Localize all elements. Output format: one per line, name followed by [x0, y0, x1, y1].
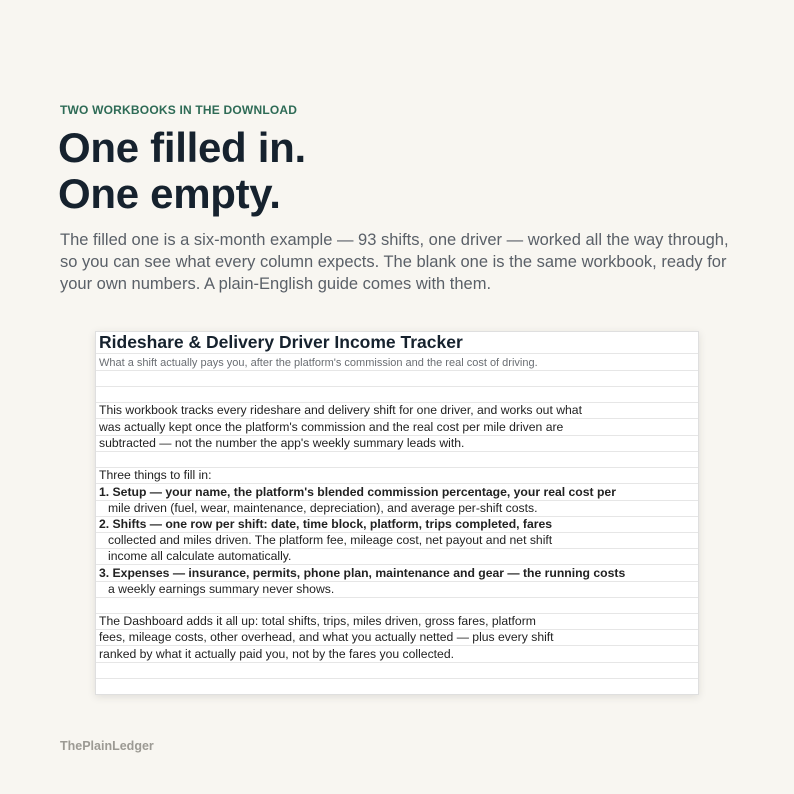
sheet-row: income all calculate automatically. [96, 549, 698, 565]
sheet-row: mile driven (fuel, wear, maintenance, depreciation), and average per-shift costs. [96, 501, 698, 517]
sheet-row: collected and miles driven. The platform fee, mileage cost, net payout and net shift [96, 533, 698, 549]
sheet-row: subtracted — not the number the app's weekly summary leads with. [96, 436, 698, 452]
sheet-row [96, 371, 698, 387]
sheet-row: ranked by what it actually paid you, not by the fares you collected. [96, 646, 698, 663]
intro-paragraph: The filled one is a six-month example — 93 shifts, one driver — worked all the way through, so you can see what every column expects. The blank one is the same workbook, ready for your own numbers. A plain-English guide comes with them. [60, 231, 729, 293]
sheet-row: 1. Setup — your name, the platform's blended commission percentage, your real cost per [96, 484, 698, 501]
sheet-row [96, 387, 698, 403]
sheet-row [96, 679, 698, 695]
sheet-row: The Dashboard adds it all up: total shifts, trips, miles driven, gross fares, platform [96, 614, 698, 630]
headline-line-1: One filled in. [58, 124, 306, 171]
sheet-row: fees, mileage costs, other overhead, and what you actually netted — plus every shift [96, 630, 698, 646]
spreadsheet-preview [95, 331, 699, 695]
sheet-subtitle: What a shift actually pays you, after the platform's commission and the real cost of driving. [96, 354, 698, 371]
page-headline [58, 125, 306, 217]
sheet-row [96, 663, 698, 679]
sheet-row: 3. Expenses — insurance, permits, phone plan, maintenance and gear — the running costs [96, 565, 698, 582]
sheet-row [96, 598, 698, 614]
sheet-row: Three things to fill in: [96, 468, 698, 484]
brand-footer: ThePlainLedger [60, 739, 154, 753]
sheet-row: a weekly earnings summary never shows. [96, 582, 698, 598]
sheet-row: was actually kept once the platform's commission and the real cost per mile driven are [96, 419, 698, 436]
sheet-row: 2. Shifts — one row per shift: date, time block, platform, trips completed, fares [96, 517, 698, 533]
sheet-row: This workbook tracks every rideshare and delivery shift for one driver, and works out what [96, 403, 698, 419]
sheet-title: Rideshare & Delivery Driver Income Tracker [96, 332, 698, 354]
section-eyebrow: TWO WORKBOOKS IN THE DOWNLOAD [60, 103, 298, 117]
sheet-row [96, 452, 698, 468]
headline-line-2: One empty. [58, 170, 281, 217]
